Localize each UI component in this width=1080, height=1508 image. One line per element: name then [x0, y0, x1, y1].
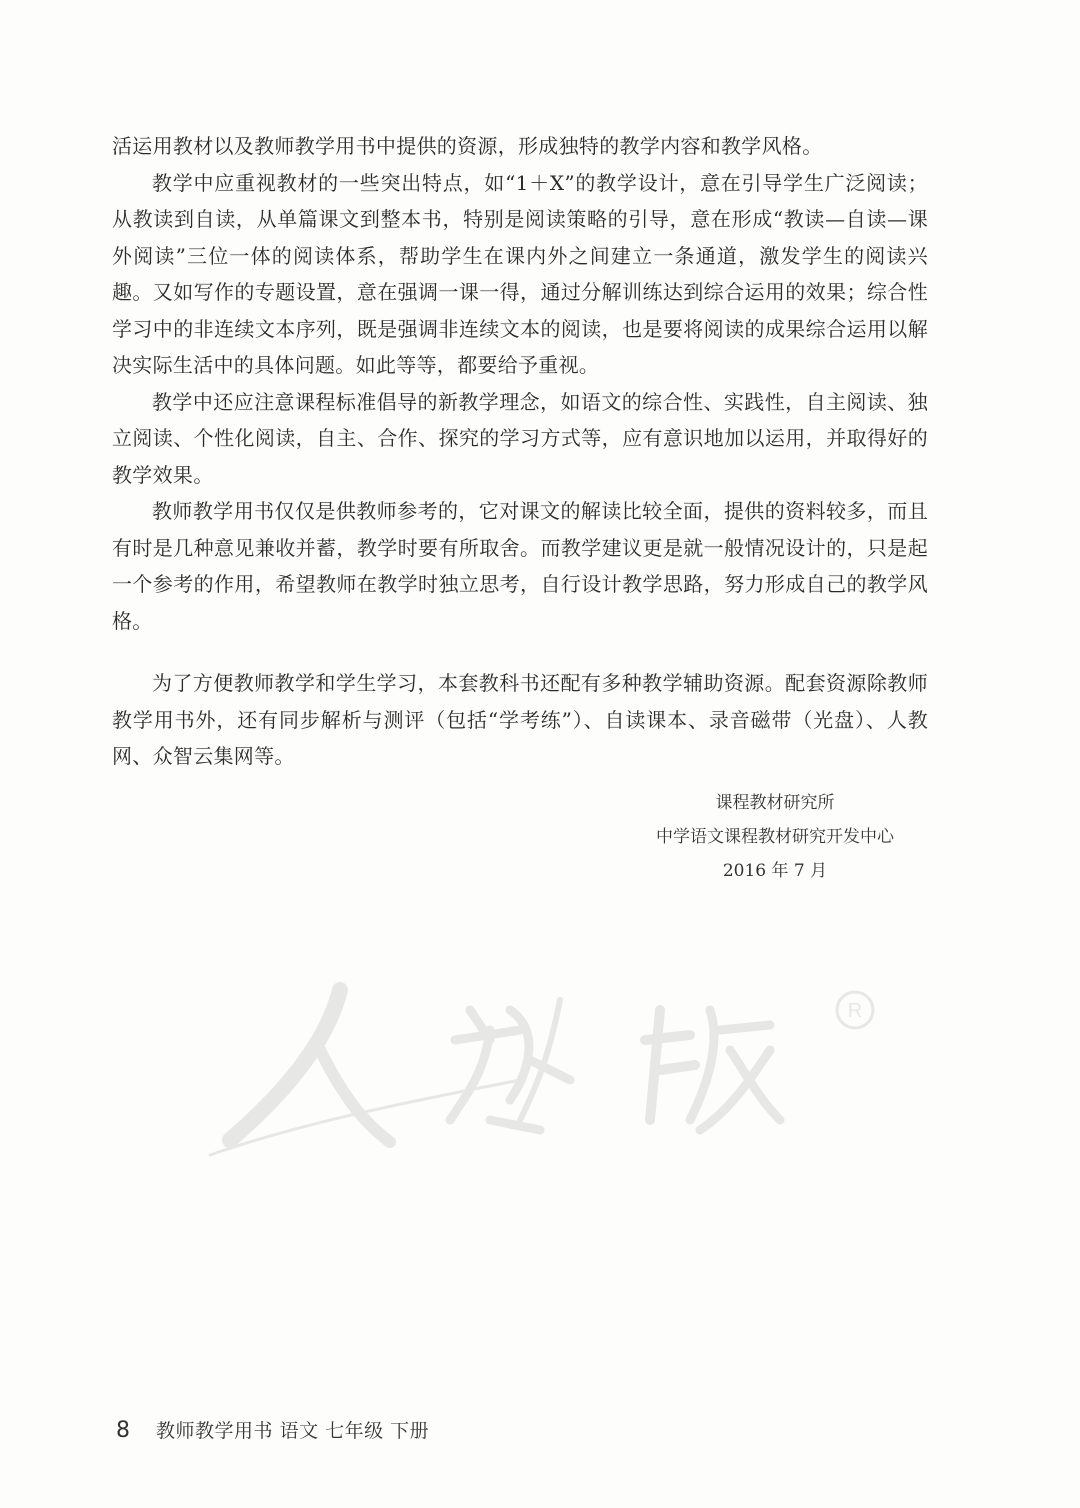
- paragraph-teacher-book-note: 教师教学用书仅仅是供教师参考的，它对课文的解读比较全面，提供的资料较多，而且有时是几种意见兼收并蓄，教学时要有所取舍。而教学建议更是就一般情况设计的，只是起一个参考的作用，希望教师在教学时独立思考，自行设计教学思路，努力形成自己的教学风格。: [112, 499, 928, 633]
- signature-block: [620, 786, 930, 888]
- paragraph-textbook-features: 教学中应重视教材的一些突出特点，如“1＋X”的教学设计，意在引导学生广泛阅读；从教读到自读，从单篇课文到整本书，特别是阅读策略的引导，意在形成“教读—自读—课外阅读”三位一体的阅读体系，帮助学生在课内外之间建立一条通道，激发学生的阅读兴趣。又如写作的专题设置，意在强调一课一得，通过分解训练达到综合运用的效果；综合性学习中的非连续文本序列，既是强调非连续文本的阅读，也是要将阅读的成果综合运用以解决实际生活中的具体问题。如此等等，都要给予重视。: [112, 170, 928, 377]
- svg-text:R: R: [847, 1000, 863, 1022]
- paragraph-teaching-concepts: 教学中还应注意课程标准倡导的新教学理念，如语文的综合性、实践性，自主阅读、独立阅读、个性化阅读，自主、合作、探究的学习方式等，应有意识地加以运用，并取得好的教学效果。: [112, 389, 928, 487]
- book-title: 教师教学用书 语文 七年级 下册: [156, 1420, 430, 1442]
- publisher-watermark-logo: [190, 970, 890, 1170]
- paragraph-supporting-resources: 为了方便教师教学和学生学习，本套教科书还配有多种教学辅助资源。配套资源除教师教学用书外，还有同步解析与测评（包括“学考练”）、自读课本、录音磁带（光盘）、人教网、众智云集网等。: [112, 671, 928, 768]
- paragraph-continuation: 活运用教材以及教师教学用书中提供的资源，形成独特的教学内容和教学风格。: [112, 134, 823, 158]
- signature-org-2: 中学语文课程教材研究开发中心: [656, 827, 894, 847]
- page-number: 8: [116, 1418, 130, 1443]
- signature-org-1: 课程教材研究所: [715, 793, 835, 813]
- body-text: [112, 128, 928, 775]
- page-footer: [116, 1416, 429, 1443]
- signature-date: 2016 年 7 月: [722, 861, 828, 881]
